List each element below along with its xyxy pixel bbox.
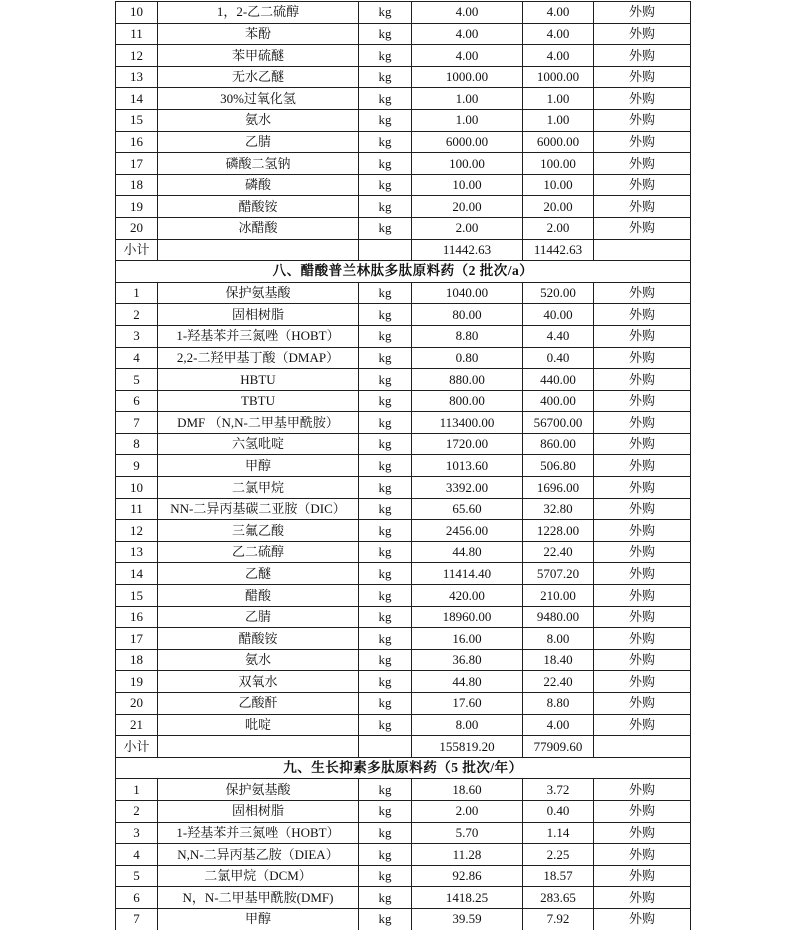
- cell-source: 外购: [594, 671, 691, 693]
- cell-qty-1: 8.80: [412, 325, 523, 347]
- cell-source: 外购: [594, 174, 691, 196]
- table-row: [116, 325, 691, 347]
- cell-source: 外购: [594, 779, 691, 801]
- cell-no: 16: [116, 606, 158, 628]
- cell-no: 7: [116, 908, 158, 930]
- cell-qty-1: 100.00: [412, 153, 523, 175]
- cell-source: 外购: [594, 585, 691, 607]
- cell-unit: kg: [359, 520, 412, 542]
- table-row: [116, 714, 691, 736]
- table-row: [116, 282, 691, 304]
- cell-qty-2: 4.00: [523, 714, 594, 736]
- cell-unit: kg: [359, 153, 412, 175]
- cell-name: 乙酸酐: [158, 693, 359, 715]
- cell-qty-2: 5707.20: [523, 563, 594, 585]
- cell-qty-1: 65.60: [412, 498, 523, 520]
- cell-qty-2: 1.00: [523, 109, 594, 131]
- section-header-row: [116, 757, 691, 779]
- cell-qty-1: 92.86: [412, 865, 523, 887]
- cell-unit: kg: [359, 844, 412, 866]
- cell-name: 1-羟基苯并三氮唑（HOBT）: [158, 325, 359, 347]
- table-row: [116, 304, 691, 326]
- materials-table: [115, 1, 691, 930]
- cell-qty-2: 3.72: [523, 779, 594, 801]
- cell-qty-2: 100.00: [523, 153, 594, 175]
- cell-name: 乙醚: [158, 563, 359, 585]
- cell-qty-1: 2.00: [412, 800, 523, 822]
- cell-qty-1: 4.00: [412, 2, 523, 24]
- table-row: [116, 23, 691, 45]
- cell-unit: kg: [359, 282, 412, 304]
- cell-no: 20: [116, 217, 158, 239]
- cell-source: 外购: [594, 865, 691, 887]
- cell-source: 外购: [594, 196, 691, 218]
- cell-qty-2: 0.40: [523, 800, 594, 822]
- cell-source: [594, 239, 691, 261]
- cell-unit: kg: [359, 628, 412, 650]
- cell-qty-1: 8.00: [412, 714, 523, 736]
- cell-no: 8: [116, 433, 158, 455]
- cell-name: 乙二硫醇: [158, 541, 359, 563]
- table-row: [116, 865, 691, 887]
- cell-qty-1: 3392.00: [412, 477, 523, 499]
- cell-qty-2: 20.00: [523, 196, 594, 218]
- cell-qty-2: 860.00: [523, 433, 594, 455]
- cell-qty-2: 4.00: [523, 2, 594, 24]
- cell-unit: kg: [359, 88, 412, 110]
- table-row: [116, 844, 691, 866]
- cell-qty-1: 4.00: [412, 45, 523, 67]
- cell-qty-2: 8.80: [523, 693, 594, 715]
- cell-no: 1: [116, 282, 158, 304]
- cell-qty-2: 4.00: [523, 23, 594, 45]
- cell-unit: [359, 736, 412, 758]
- table-row: [116, 541, 691, 563]
- cell-name: 双氧水: [158, 671, 359, 693]
- cell-name: 二氯甲烷（DCM）: [158, 865, 359, 887]
- cell-source: 外购: [594, 347, 691, 369]
- cell-name: HBTU: [158, 369, 359, 391]
- cell-name: 2,2-二羟甲基丁酸（DMAP）: [158, 347, 359, 369]
- cell-no: 3: [116, 325, 158, 347]
- table-row: [116, 477, 691, 499]
- cell-name: 六氢吡啶: [158, 433, 359, 455]
- table-row: [116, 196, 691, 218]
- cell-unit: kg: [359, 2, 412, 24]
- cell-unit: kg: [359, 369, 412, 391]
- table-row: [116, 66, 691, 88]
- cell-name: NN-二异丙基碳二亚胺（DIC）: [158, 498, 359, 520]
- cell-name: 醋酸铵: [158, 196, 359, 218]
- table-row: [116, 585, 691, 607]
- cell-unit: kg: [359, 887, 412, 909]
- table-row: [116, 822, 691, 844]
- cell-no: 4: [116, 347, 158, 369]
- cell-qty-2: 1.14: [523, 822, 594, 844]
- cell-name: 醋酸: [158, 585, 359, 607]
- cell-unit: [359, 239, 412, 261]
- cell-source: 外购: [594, 844, 691, 866]
- cell-unit: kg: [359, 563, 412, 585]
- table-row: [116, 88, 691, 110]
- cell-qty-1: 5.70: [412, 822, 523, 844]
- cell-qty-1: 2456.00: [412, 520, 523, 542]
- table-row: [116, 45, 691, 67]
- cell-name: 固相树脂: [158, 304, 359, 326]
- table-row: [116, 412, 691, 434]
- cell-qty-2: 7.92: [523, 908, 594, 930]
- cell-qty-1: 1040.00: [412, 282, 523, 304]
- cell-no: 17: [116, 153, 158, 175]
- cell-unit: kg: [359, 131, 412, 153]
- section-header: 九、生长抑素多肽原料药（5 批次/年）: [116, 757, 691, 779]
- cell-unit: kg: [359, 390, 412, 412]
- table-row: [116, 217, 691, 239]
- cell-qty-2: 6000.00: [523, 131, 594, 153]
- cell-unit: kg: [359, 477, 412, 499]
- cell-source: 外购: [594, 541, 691, 563]
- cell-source: 外购: [594, 628, 691, 650]
- cell-no: 1: [116, 779, 158, 801]
- cell-unit: kg: [359, 23, 412, 45]
- cell-name: [158, 239, 359, 261]
- cell-source: 外购: [594, 2, 691, 24]
- cell-unit: kg: [359, 217, 412, 239]
- cell-source: 外购: [594, 153, 691, 175]
- cell-source: 外购: [594, 477, 691, 499]
- cell-unit: kg: [359, 693, 412, 715]
- cell-source: 外购: [594, 217, 691, 239]
- cell-unit: kg: [359, 541, 412, 563]
- cell-qty-2: 0.40: [523, 347, 594, 369]
- cell-qty-2: 1696.00: [523, 477, 594, 499]
- cell-source: 外购: [594, 908, 691, 930]
- cell-no: 20: [116, 693, 158, 715]
- cell-no: 4: [116, 844, 158, 866]
- cell-name: DMF （N,N-二甲基甲酰胺）: [158, 412, 359, 434]
- cell-no: 10: [116, 2, 158, 24]
- cell-qty-1: 44.80: [412, 541, 523, 563]
- cell-no: 19: [116, 196, 158, 218]
- cell-no: 21: [116, 714, 158, 736]
- cell-name: 吡啶: [158, 714, 359, 736]
- cell-unit: kg: [359, 606, 412, 628]
- cell-source: 外购: [594, 109, 691, 131]
- cell-qty-2: 4.00: [523, 45, 594, 67]
- cell-unit: kg: [359, 498, 412, 520]
- table-row: [116, 693, 691, 715]
- cell-qty-2: 4.40: [523, 325, 594, 347]
- table-row: [116, 800, 691, 822]
- section-header-row: [116, 261, 691, 283]
- cell-source: 外购: [594, 369, 691, 391]
- cell-unit: kg: [359, 585, 412, 607]
- cell-no: 13: [116, 66, 158, 88]
- cell-qty-1: 1418.25: [412, 887, 523, 909]
- cell-qty-1: 1720.00: [412, 433, 523, 455]
- cell-qty-1: 800.00: [412, 390, 523, 412]
- cell-name: [158, 736, 359, 758]
- cell-source: 外购: [594, 412, 691, 434]
- cell-name: 二氯甲烷: [158, 477, 359, 499]
- cell-name: 冰醋酸: [158, 217, 359, 239]
- cell-source: 外购: [594, 887, 691, 909]
- cell-source: 外购: [594, 23, 691, 45]
- cell-no: 6: [116, 887, 158, 909]
- cell-qty-1: 0.80: [412, 347, 523, 369]
- cell-no: 15: [116, 109, 158, 131]
- cell-source: 外购: [594, 800, 691, 822]
- cell-unit: kg: [359, 109, 412, 131]
- cell-name: 保护氨基酸: [158, 282, 359, 304]
- cell-qty-1: 44.80: [412, 671, 523, 693]
- cell-qty-1: 2.00: [412, 217, 523, 239]
- cell-qty-2: 22.40: [523, 671, 594, 693]
- cell-name: 氨水: [158, 649, 359, 671]
- cell-unit: kg: [359, 455, 412, 477]
- cell-qty-2: 1.00: [523, 88, 594, 110]
- cell-qty-2: 2.25: [523, 844, 594, 866]
- cell-qty-2: 18.57: [523, 865, 594, 887]
- cell-qty-2: 40.00: [523, 304, 594, 326]
- cell-no: 18: [116, 174, 158, 196]
- cell-name: 氨水: [158, 109, 359, 131]
- table-row: [116, 153, 691, 175]
- cell-source: 外购: [594, 282, 691, 304]
- cell-qty-1: 39.59: [412, 908, 523, 930]
- cell-source: 外购: [594, 304, 691, 326]
- cell-qty-1: 16.00: [412, 628, 523, 650]
- table-row: [116, 2, 691, 24]
- cell-no: 19: [116, 671, 158, 693]
- cell-qty-2: 8.00: [523, 628, 594, 650]
- cell-no: 9: [116, 455, 158, 477]
- cell-no: 7: [116, 412, 158, 434]
- cell-name: 无水乙醚: [158, 66, 359, 88]
- cell-no: 5: [116, 865, 158, 887]
- cell-qty-2: 77909.60: [523, 736, 594, 758]
- table-row: [116, 455, 691, 477]
- cell-name: 甲醇: [158, 908, 359, 930]
- cell-qty-2: 18.40: [523, 649, 594, 671]
- cell-source: 外购: [594, 66, 691, 88]
- cell-no: 11: [116, 498, 158, 520]
- cell-name: 苯酚: [158, 23, 359, 45]
- table-row: [116, 369, 691, 391]
- cell-unit: kg: [359, 325, 412, 347]
- table-row: [116, 433, 691, 455]
- cell-unit: kg: [359, 347, 412, 369]
- cell-name: 1-羟基苯并三氮唑（HOBT）: [158, 822, 359, 844]
- cell-no: 14: [116, 563, 158, 585]
- cell-unit: kg: [359, 304, 412, 326]
- cell-source: 外购: [594, 822, 691, 844]
- table-row: [116, 390, 691, 412]
- cell-qty-2: 440.00: [523, 369, 594, 391]
- cell-no: 2: [116, 800, 158, 822]
- cell-qty-1: 36.80: [412, 649, 523, 671]
- cell-unit: kg: [359, 671, 412, 693]
- cell-qty-1: 1000.00: [412, 66, 523, 88]
- table-row: [116, 908, 691, 930]
- cell-unit: kg: [359, 865, 412, 887]
- materials-table-body: [116, 2, 691, 930]
- cell-qty-1: 11.28: [412, 844, 523, 866]
- cell-no: 小计: [116, 239, 158, 261]
- cell-name: 保护氨基酸: [158, 779, 359, 801]
- cell-source: 外购: [594, 325, 691, 347]
- table-row: [116, 628, 691, 650]
- cell-no: 小计: [116, 736, 158, 758]
- cell-no: 2: [116, 304, 158, 326]
- cell-unit: kg: [359, 174, 412, 196]
- cell-name: 固相树脂: [158, 800, 359, 822]
- cell-name: 乙腈: [158, 606, 359, 628]
- cell-qty-1: 11442.63: [412, 239, 523, 261]
- cell-unit: kg: [359, 714, 412, 736]
- table-row: [116, 131, 691, 153]
- cell-no: 16: [116, 131, 158, 153]
- cell-qty-2: 9480.00: [523, 606, 594, 628]
- cell-qty-2: 32.80: [523, 498, 594, 520]
- table-row: [116, 649, 691, 671]
- cell-name: TBTU: [158, 390, 359, 412]
- table-row: [116, 109, 691, 131]
- cell-qty-1: 1.00: [412, 109, 523, 131]
- cell-no: 11: [116, 23, 158, 45]
- cell-qty-2: 506.80: [523, 455, 594, 477]
- cell-qty-2: 56700.00: [523, 412, 594, 434]
- cell-qty-1: 17.60: [412, 693, 523, 715]
- cell-qty-1: 11414.40: [412, 563, 523, 585]
- cell-source: 外购: [594, 693, 691, 715]
- cell-no: 15: [116, 585, 158, 607]
- cell-unit: kg: [359, 412, 412, 434]
- table-row: [116, 671, 691, 693]
- subtotal-row: [116, 239, 691, 261]
- cell-name: 乙腈: [158, 131, 359, 153]
- cell-source: 外购: [594, 131, 691, 153]
- cell-source: 外购: [594, 88, 691, 110]
- cell-unit: kg: [359, 822, 412, 844]
- cell-source: 外购: [594, 649, 691, 671]
- cell-qty-2: 210.00: [523, 585, 594, 607]
- cell-source: 外购: [594, 455, 691, 477]
- cell-source: 外购: [594, 390, 691, 412]
- cell-no: 12: [116, 520, 158, 542]
- cell-qty-1: 80.00: [412, 304, 523, 326]
- cell-name: 苯甲硫醚: [158, 45, 359, 67]
- cell-source: 外购: [594, 498, 691, 520]
- cell-qty-1: 6000.00: [412, 131, 523, 153]
- cell-unit: kg: [359, 908, 412, 930]
- cell-qty-1: 1.00: [412, 88, 523, 110]
- cell-no: 18: [116, 649, 158, 671]
- cell-no: 10: [116, 477, 158, 499]
- cell-unit: kg: [359, 45, 412, 67]
- table-row: [116, 347, 691, 369]
- cell-name: 磷酸: [158, 174, 359, 196]
- cell-qty-2: 11442.63: [523, 239, 594, 261]
- cell-unit: kg: [359, 196, 412, 218]
- cell-unit: kg: [359, 800, 412, 822]
- cell-no: 12: [116, 45, 158, 67]
- cell-source: 外购: [594, 433, 691, 455]
- cell-source: [594, 736, 691, 758]
- cell-source: 外购: [594, 45, 691, 67]
- table-row: [116, 887, 691, 909]
- table-row: [116, 779, 691, 801]
- cell-qty-1: 880.00: [412, 369, 523, 391]
- cell-qty-1: 113400.00: [412, 412, 523, 434]
- cell-name: 三氟乙酸: [158, 520, 359, 542]
- cell-qty-2: 520.00: [523, 282, 594, 304]
- table-row: [116, 520, 691, 542]
- cell-no: 5: [116, 369, 158, 391]
- cell-name: N,N-二异丙基乙胺（DIEA）: [158, 844, 359, 866]
- cell-no: 6: [116, 390, 158, 412]
- cell-unit: kg: [359, 779, 412, 801]
- cell-qty-2: 10.00: [523, 174, 594, 196]
- cell-name: 30%过氧化氢: [158, 88, 359, 110]
- cell-qty-1: 420.00: [412, 585, 523, 607]
- table-row: [116, 606, 691, 628]
- cell-source: 外购: [594, 606, 691, 628]
- cell-no: 17: [116, 628, 158, 650]
- cell-qty-2: 1228.00: [523, 520, 594, 542]
- table-row: [116, 174, 691, 196]
- cell-qty-2: 400.00: [523, 390, 594, 412]
- cell-source: 外购: [594, 520, 691, 542]
- cell-unit: kg: [359, 66, 412, 88]
- cell-qty-2: 1000.00: [523, 66, 594, 88]
- cell-name: 1，2-乙二硫醇: [158, 2, 359, 24]
- subtotal-row: [116, 736, 691, 758]
- cell-qty-1: 20.00: [412, 196, 523, 218]
- cell-unit: kg: [359, 649, 412, 671]
- cell-name: N，N-二甲基甲酰胺(DMF): [158, 887, 359, 909]
- cell-no: 3: [116, 822, 158, 844]
- table-row: [116, 498, 691, 520]
- section-header: 八、醋酸普兰林肽多肽原料药（2 批次/a）: [116, 261, 691, 283]
- cell-qty-1: 1013.60: [412, 455, 523, 477]
- cell-qty-2: 22.40: [523, 541, 594, 563]
- cell-qty-2: 2.00: [523, 217, 594, 239]
- cell-name: 醋酸铵: [158, 628, 359, 650]
- cell-qty-1: 155819.20: [412, 736, 523, 758]
- cell-no: 13: [116, 541, 158, 563]
- cell-qty-1: 10.00: [412, 174, 523, 196]
- cell-source: 外购: [594, 563, 691, 585]
- cell-qty-1: 4.00: [412, 23, 523, 45]
- table-row: [116, 563, 691, 585]
- cell-no: 14: [116, 88, 158, 110]
- cell-name: 磷酸二氢钠: [158, 153, 359, 175]
- cell-name: 甲醇: [158, 455, 359, 477]
- cell-source: 外购: [594, 714, 691, 736]
- cell-qty-1: 18960.00: [412, 606, 523, 628]
- cell-qty-1: 18.60: [412, 779, 523, 801]
- cell-qty-2: 283.65: [523, 887, 594, 909]
- cell-unit: kg: [359, 433, 412, 455]
